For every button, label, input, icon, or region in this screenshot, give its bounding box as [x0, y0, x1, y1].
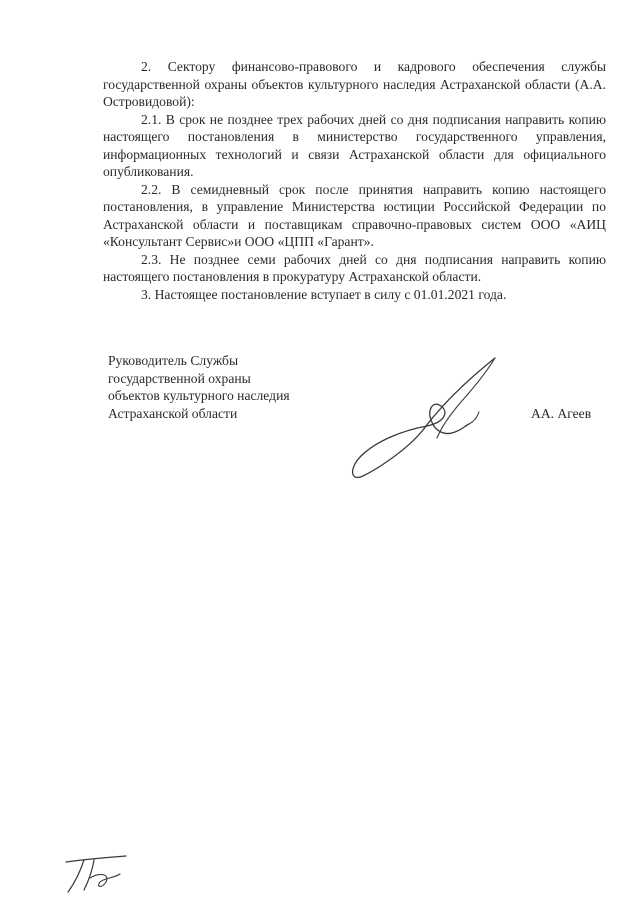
paragraph-3: 3. Настоящее постановление вступает в силу с 01.01.2021 года.: [141, 286, 507, 302]
paragraph-2: 2. Сектору финансово-правового и кадрового обеспечения службы государственной охраны объектов культурного наследия Астраханской области (А.А. Островидовой):: [103, 59, 606, 109]
position-line-4: Астраханской области: [108, 405, 238, 421]
paragraph-2-1: 2.1. В срок не позднее трех рабочих дней со дня подписания направить копию настоящего постановления в министерство государственного управления, информационных технологий и связи Астраханской области для официального опубликования.: [103, 111, 606, 179]
document-body: [103, 58, 606, 303]
handwritten-signature: [345, 352, 515, 484]
signatory-position: [108, 352, 348, 422]
paragraph-2-2: 2.2. В семидневный срок после принятия направить копию настоящего постановления, в управление Министерства юстиции Российской Федерации по Астраханской области и поставщикам справочно-правовых систем ООО «АИЦ «Консультант Сервис»и ООО «ЦПП «Гарант».: [103, 181, 606, 249]
signer-name: АА. Агеев: [531, 406, 592, 421]
handwritten-initials: [60, 852, 132, 896]
position-line-3: объектов культурного наследия: [108, 388, 290, 403]
paragraph-2-3: 2.3. Не позднее семи рабочих дней со дня подписания направить копию настоящего постановления в прокуратуру Астраханской области.: [103, 251, 606, 284]
position-line-1: Руководитель Службы: [108, 353, 239, 368]
position-line-2: государственной охраны: [108, 370, 251, 386]
